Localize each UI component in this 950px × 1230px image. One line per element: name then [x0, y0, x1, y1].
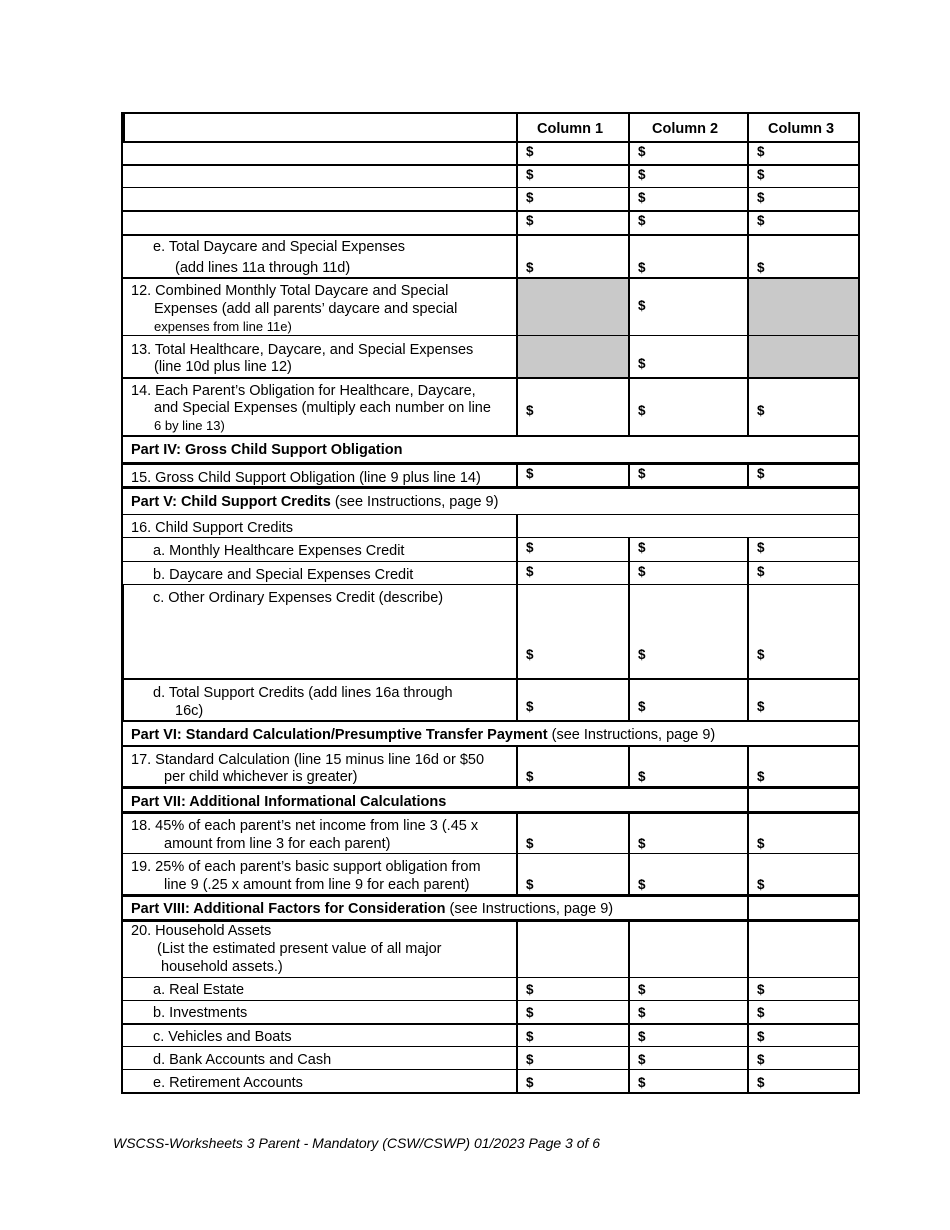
currency-symbol-col1: $ [526, 1075, 534, 1090]
currency-symbol-col2: $ [638, 564, 646, 579]
row-12-label-2: Expenses (add all parents’ daycare and special [154, 301, 458, 317]
part-vi-heading: Part VI: Standard Calculation/Presumptive Transfer Payment (see Instructions, page 9) [131, 727, 716, 743]
currency-symbol-col1: $ [526, 769, 534, 784]
currency-symbol-col1: $ [526, 213, 534, 228]
row-16c-label: c. Other Ordinary Expenses Credit (describe) [153, 590, 444, 606]
row-20a-label: a. Real Estate [153, 982, 245, 998]
currency-symbol-col2: $ [638, 699, 646, 714]
part-iv-heading: Part IV: Gross Child Support Obligation [131, 442, 403, 458]
row-11e-label: e. Total Daycare and Special Expenses [153, 239, 406, 255]
column-2-header: Column 2 [652, 121, 719, 137]
part-vii-heading: Part VII: Additional Informational Calculations [131, 794, 447, 810]
column-1-header: Column 1 [537, 121, 604, 137]
currency-symbol-col3: $ [757, 1005, 765, 1020]
row-18-label-2: amount from line 3 for each parent) [164, 836, 391, 852]
part-viii-heading: Part VIII: Additional Factors for Consideration (see Instructions, page 9) [131, 901, 614, 917]
row-17-label-2: per child whichever is greater) [164, 769, 358, 785]
row-20-label-2: (List the estimated present value of all major [157, 941, 442, 957]
row-20-label: 20. Household Assets [131, 923, 272, 939]
page-footer: WSCSS-Worksheets 3 Parent - Mandatory (CSW/CSWP) 01/2023 Page 3 of 6 [113, 1135, 601, 1151]
row-17-label: 17. Standard Calculation (line 15 minus line 16d or $50 [131, 752, 485, 768]
row-14-label-2: and Special Expenses (multiply each number on line [154, 400, 491, 416]
currency-symbol-col1: $ [526, 190, 534, 205]
row-12-label: 12. Combined Monthly Total Daycare and Special [131, 283, 449, 299]
row-19-label: 19. 25% of each parent’s basic support obligation from [131, 859, 481, 875]
row-16d-label: d. Total Support Credits (add lines 16a through [153, 685, 453, 701]
currency-symbol-col2: $ [638, 403, 646, 418]
currency-symbol-col3: $ [757, 877, 765, 892]
row-15-label: 15. Gross Child Support Obligation (line 9 plus line 14) [131, 470, 481, 486]
row-11e-label-2: (add lines 11a through 11d) [175, 260, 351, 276]
currency-symbol-col1: $ [526, 1052, 534, 1067]
currency-symbol-col1: $ [526, 647, 534, 662]
currency-symbol-col3: $ [757, 982, 765, 997]
row-13-label-2: (line 10d plus line 12) [154, 359, 292, 375]
currency-symbol-col2: $ [638, 190, 646, 205]
row-12-label-3: expenses from line 11e) [154, 319, 292, 334]
currency-symbol-col2: $ [638, 877, 646, 892]
currency-symbol-col3: $ [757, 213, 765, 228]
currency-symbol-col2: $ [638, 260, 646, 275]
currency-symbol-col2: $ [638, 1052, 646, 1067]
row-16d-label-2: 16c) [175, 703, 204, 719]
currency-symbol-col1: $ [526, 144, 534, 159]
currency-symbol-col1: $ [526, 1029, 534, 1044]
currency-symbol-col2: $ [638, 298, 646, 313]
currency-symbol-col3: $ [757, 144, 765, 159]
row-20b-label: b. Investments [153, 1005, 248, 1021]
currency-symbol-col2: $ [638, 1029, 646, 1044]
row-14-label: 14. Each Parent’s Obligation for Healthcare, Daycare, [131, 383, 476, 399]
currency-symbol-col1: $ [526, 836, 534, 851]
currency-symbol-col1: $ [526, 699, 534, 714]
currency-symbol-col1: $ [526, 982, 534, 997]
currency-symbol-col2: $ [638, 213, 646, 228]
row-16a-label: a. Monthly Healthcare Expenses Credit [153, 543, 405, 559]
row-13-label: 13. Total Healthcare, Daycare, and Special Expenses [131, 342, 474, 358]
currency-symbol-col3: $ [757, 1029, 765, 1044]
currency-symbol-col2: $ [638, 540, 646, 555]
currency-symbol-col2: $ [638, 647, 646, 662]
currency-symbol-col1: $ [526, 877, 534, 892]
row-16-label: 16. Child Support Credits [131, 520, 293, 536]
currency-symbol-col3: $ [757, 190, 765, 205]
currency-symbol-col1: $ [526, 564, 534, 579]
currency-symbol-col2: $ [638, 836, 646, 851]
currency-symbol-col3: $ [757, 1075, 765, 1090]
part-v-heading: Part V: Child Support Credits (see Instructions, page 9) [131, 494, 499, 510]
row-16b-label: b. Daycare and Special Expenses Credit [153, 567, 414, 583]
currency-symbol-col1: $ [526, 403, 534, 418]
currency-symbol-col3: $ [757, 260, 765, 275]
row-20-label-3: household assets.) [161, 959, 283, 975]
row-20c-label: c. Vehicles and Boats [153, 1029, 292, 1045]
currency-symbol-col1: $ [526, 260, 534, 275]
currency-symbol-col1: $ [526, 167, 534, 182]
currency-symbol-col2: $ [638, 982, 646, 997]
currency-symbol-col2: $ [638, 1075, 646, 1090]
row-20e-label: e. Retirement Accounts [153, 1075, 303, 1091]
row-20d-label: d. Bank Accounts and Cash [153, 1052, 332, 1068]
currency-symbol-col3: $ [757, 699, 765, 714]
currency-symbol-col2: $ [638, 167, 646, 182]
currency-symbol-col2: $ [638, 769, 646, 784]
currency-symbol-col3: $ [757, 564, 765, 579]
currency-symbol-col3: $ [757, 167, 765, 182]
currency-symbol-col3: $ [757, 769, 765, 784]
currency-symbol-col2: $ [638, 144, 646, 159]
row-19-label-2: line 9 (.25 x amount from line 9 for each parent) [164, 877, 470, 893]
currency-symbol-col2: $ [638, 1005, 646, 1020]
currency-symbol-col2: $ [638, 466, 646, 481]
row-18-label: 18. 45% of each parent’s net income from line 3 (.45 x [131, 818, 479, 834]
currency-symbol-col3: $ [757, 647, 765, 662]
currency-symbol-col1: $ [526, 540, 534, 555]
currency-symbol-col3: $ [757, 540, 765, 555]
currency-symbol-col3: $ [757, 1052, 765, 1067]
currency-symbol-col1: $ [526, 1005, 534, 1020]
currency-symbol-col1: $ [526, 466, 534, 481]
currency-symbol-col2: $ [638, 356, 646, 371]
currency-symbol-col3: $ [757, 466, 765, 481]
currency-symbol-col3: $ [757, 403, 765, 418]
column-3-header: Column 3 [768, 121, 835, 137]
currency-symbol-col3: $ [757, 836, 765, 851]
row-14-label-3: 6 by line 13) [154, 418, 225, 433]
